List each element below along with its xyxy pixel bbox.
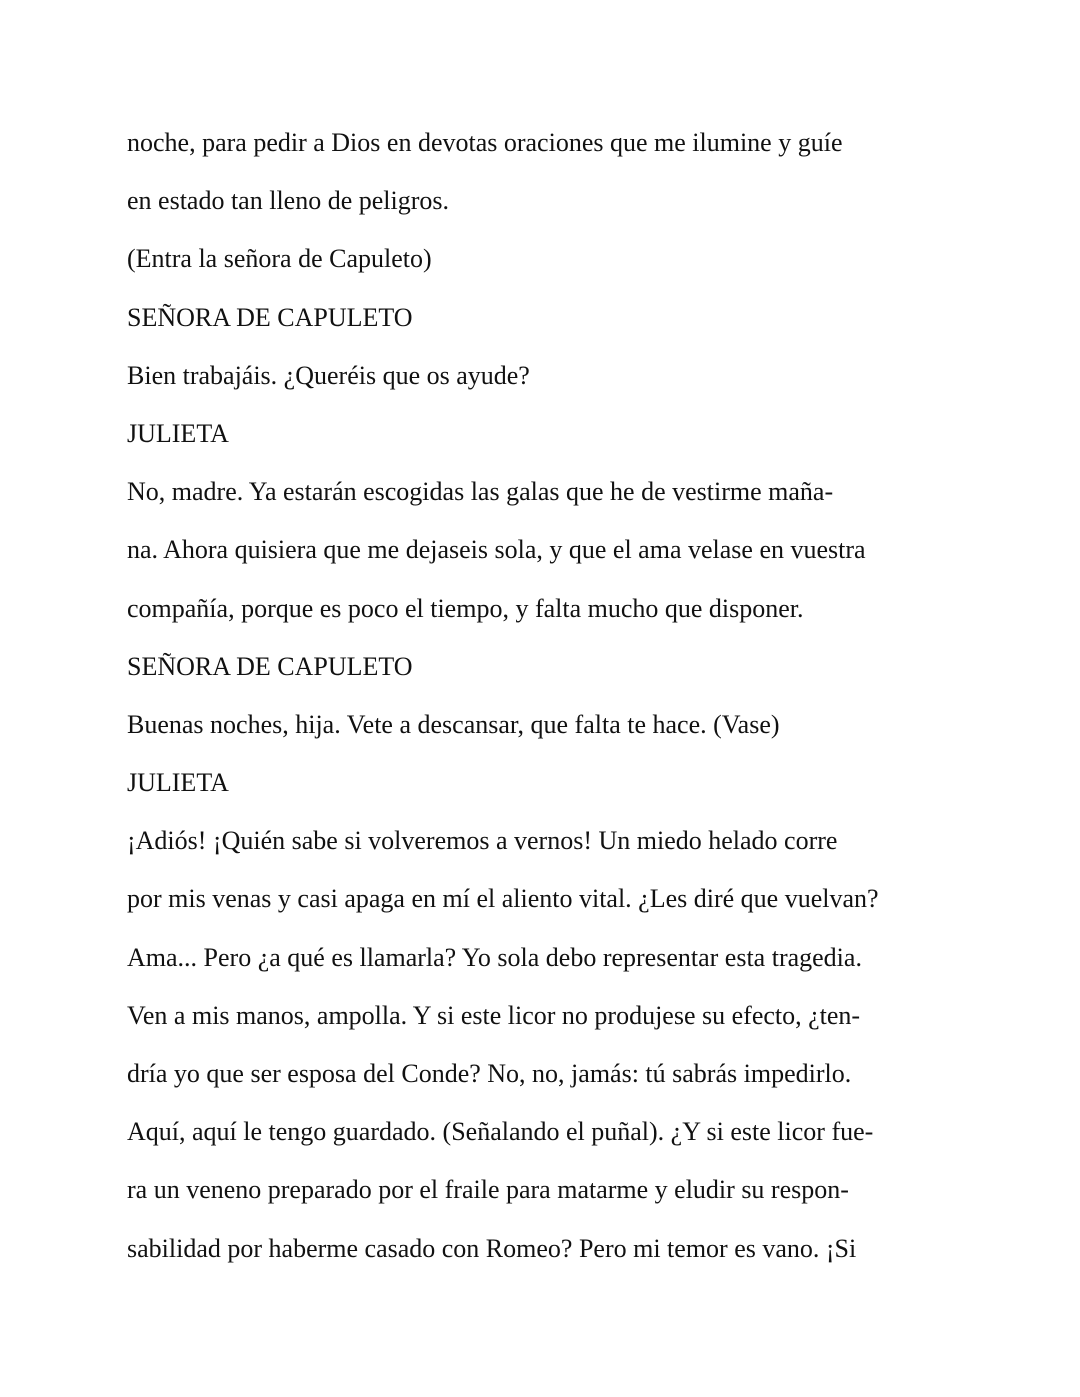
- stage-direction: (Entra la señora de Capuleto): [127, 244, 432, 274]
- dialogue-line: Bien trabajáis. ¿Queréis que os ayude?: [127, 360, 530, 390]
- play-text: [127, 114, 927, 1278]
- speaker-name: JULIETA: [127, 418, 229, 448]
- dialogue-line: Buenas noches, hija. Vete a descansar, que falta te hace. (Vase): [127, 709, 780, 739]
- dialogue-line: por mis venas y casi apaga en mí el aliento vital. ¿Les diré que vuelvan?: [127, 884, 879, 914]
- speaker-name: SEÑORA DE CAPULETO: [127, 302, 413, 332]
- text-line: en estado tan lleno de peligros.: [127, 186, 450, 216]
- dialogue-line: No, madre. Ya estarán escogidas las galas que he de vestirme maña-: [127, 477, 834, 507]
- dialogue-line: dría yo que ser esposa del Conde? No, no, jamás: tú sabrás impedirlo.: [127, 1059, 852, 1088]
- speaker-name: JULIETA: [127, 768, 229, 798]
- dialogue-line: ¡Adiós! ¡Quién sabe si volveremos a vernos! Un miedo helado corre: [127, 826, 838, 856]
- dialogue-line: compañía, porque es poco el tiempo, y falta mucho que disponer.: [127, 593, 804, 623]
- dialogue-line: Ama... Pero ¿a qué es llamarla? Yo sola debo representar esta tragedia.: [127, 942, 862, 972]
- dialogue-line: Ven a mis manos, ampolla. Y si este licor no produjese su efecto, ¿ten-: [127, 1000, 861, 1030]
- dialogue-line: sabilidad por haberme casado con Romeo? Pero mi temor es vano. ¡Si: [127, 1233, 857, 1263]
- dialogue-line: Aquí, aquí le tengo guardado. (Señalando el puñal). ¿Y si este licor fue-: [127, 1117, 874, 1147]
- dialogue-line: na. Ahora quisiera que me dejaseis sola, y que el ama velase en vuestra: [127, 535, 866, 565]
- dialogue-line: ra un veneno preparado por el fraile para matarme y eludir su respon-: [127, 1175, 849, 1205]
- speaker-name: SEÑORA DE CAPULETO: [127, 651, 413, 681]
- text-line: noche, para pedir a Dios en devotas oraciones que me ilumine y guíe: [127, 128, 843, 157]
